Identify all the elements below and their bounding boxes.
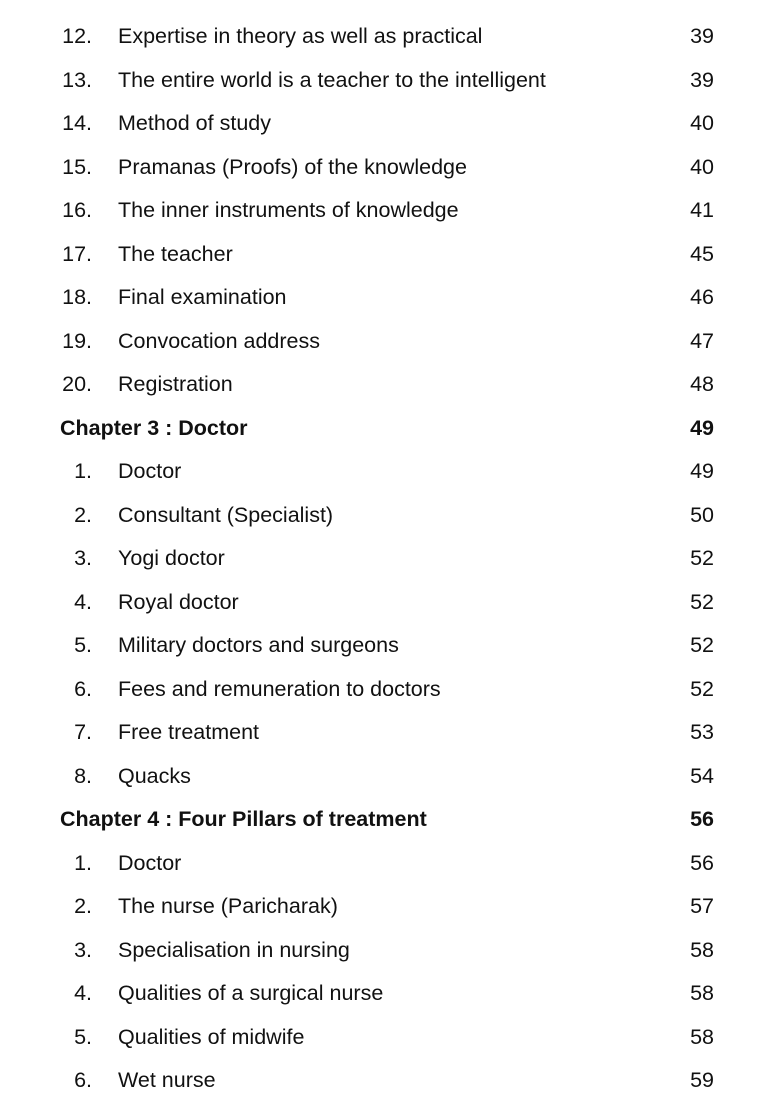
entry-number: 2. [74,894,92,918]
entry-page: 50 [690,502,714,527]
toc-entry[interactable] [0,1059,780,1103]
toc-entry[interactable] [0,537,780,581]
entry-title: Yogi doctor [118,546,225,570]
entry-number: 6. [74,676,92,701]
toc-entry[interactable] [0,320,780,364]
entry-page: 59 [690,1068,714,1092]
entry-title: Doctor [118,459,182,483]
entry-number: 20. [62,372,92,396]
entry-number: 15. [62,154,92,179]
toc-entry[interactable] [0,494,780,538]
entry-page: 49 [690,459,714,483]
entry-number: 2. [74,502,92,527]
entry-page: 52 [690,546,714,570]
entry-page: 58 [690,937,714,962]
entry-title: The entire world is a teacher to the intelligent [118,67,546,92]
chapter-page: 56 [690,807,714,831]
entry-number: 17. [62,241,92,266]
toc-entry[interactable] [0,929,780,973]
entry-title: Final examination [118,285,287,309]
toc-entry[interactable] [0,15,780,59]
entry-number: 16. [62,198,92,222]
chapter-heading[interactable] [0,407,780,451]
entry-title: Royal doctor [118,589,239,614]
entry-number: 13. [62,67,92,92]
entry-page: 52 [690,589,714,614]
entry-number: 12. [62,24,92,48]
toc-entry[interactable] [0,276,780,320]
entry-page: 39 [690,24,714,48]
entry-page: 52 [690,676,714,701]
toc-entry[interactable] [0,1016,780,1060]
entry-title: Expertise in theory as well as practical [118,24,483,48]
entry-title: The nurse (Paricharak) [118,894,338,918]
toc-entry[interactable] [0,581,780,625]
entry-page: 58 [690,981,714,1005]
entry-page: 41 [690,198,714,222]
entry-title: Specialisation in nursing [118,937,350,962]
entry-title: Fees and remuneration to doctors [118,676,441,701]
entry-number: 7. [74,720,92,744]
entry-page: 58 [690,1024,714,1049]
entry-number: 8. [74,763,92,788]
entry-page: 47 [690,328,714,353]
chapter-title: Chapter 4 : Four Pillars of treatment [60,807,427,831]
toc-entry[interactable] [0,755,780,799]
entry-title: Qualities of a surgical nurse [118,981,384,1005]
entry-title: The teacher [118,241,233,266]
entry-number: 4. [74,589,92,614]
toc-entry[interactable] [0,102,780,146]
entry-title: Qualities of midwife [118,1024,305,1049]
entry-number: 3. [74,937,92,962]
chapter-heading[interactable] [0,798,780,842]
entry-page: 48 [690,372,714,396]
entry-page: 53 [690,720,714,744]
entry-title: Registration [118,372,233,396]
toc-entry[interactable] [0,189,780,233]
entry-title: Quacks [118,763,191,788]
entry-number: 6. [74,1068,92,1092]
toc-entry[interactable] [0,363,780,407]
entry-title: Doctor [118,850,182,875]
table-of-contents [0,15,780,1103]
toc-entry[interactable] [0,59,780,103]
toc-entry[interactable] [0,711,780,755]
toc-entry[interactable] [0,842,780,886]
entry-page: 57 [690,894,714,918]
toc-entry[interactable] [0,624,780,668]
toc-entry[interactable] [0,885,780,929]
entry-title: Military doctors and surgeons [118,633,399,657]
entry-title: Convocation address [118,328,320,353]
toc-entry[interactable] [0,668,780,712]
entry-number: 5. [74,1024,92,1049]
entry-number: 4. [74,981,92,1005]
entry-title: Consultant (Specialist) [118,502,334,527]
entry-number: 18. [62,285,92,309]
entry-title: Wet nurse [118,1068,216,1092]
chapter-page: 49 [690,415,714,440]
toc-entry[interactable] [0,972,780,1016]
entry-page: 56 [690,850,714,875]
entry-page: 46 [690,285,714,309]
entry-page: 54 [690,763,714,788]
entry-title: Method of study [118,111,271,135]
entry-page: 40 [690,111,714,135]
chapter-title: Chapter 3 : Doctor [60,415,248,440]
entry-page: 45 [690,241,714,266]
entry-page: 39 [690,67,714,92]
entry-number: 3. [74,546,92,570]
entry-title: The inner instruments of knowledge [118,198,459,222]
entry-number: 5. [74,633,92,657]
entry-number: 14. [62,111,92,135]
entry-page: 52 [690,633,714,657]
toc-entry[interactable] [0,450,780,494]
entry-number: 19. [62,328,92,353]
toc-entry[interactable] [0,233,780,277]
entry-page: 40 [690,154,714,179]
entry-number: 1. [74,459,92,483]
entry-number: 1. [74,850,92,875]
entry-title: Pramanas (Proofs) of the knowledge [118,154,467,179]
entry-title: Free treatment [118,720,259,744]
toc-entry[interactable] [0,146,780,190]
